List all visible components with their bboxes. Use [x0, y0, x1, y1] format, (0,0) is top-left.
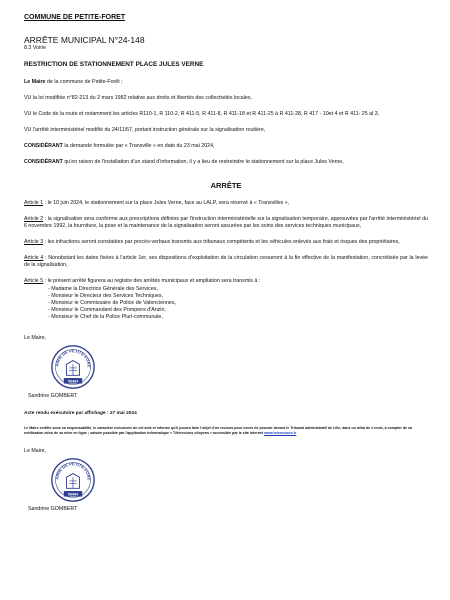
maire-line — [24, 79, 428, 86]
affichage-date: Acte rendu exécutoire par affichage : 27 mai 2024 — [24, 411, 137, 416]
commune-name: COMMUNE DE PETITE-FORET — [24, 14, 126, 21]
vu-paragraph-1: VU la loi modifiée n°82-213 du 2 mars 1982 relative aux droits et libertés des collectivités locales, — [24, 95, 252, 101]
signature-label: Le Maire, — [24, 335, 47, 341]
article-label: Article 3 — [24, 239, 44, 245]
recipient-list — [48, 286, 428, 321]
arrete-heading: ARRÊTE — [210, 181, 242, 190]
restriction-title: RESTRICTION DE STATIONNEMENT PLACE JULES VERNE — [24, 61, 204, 68]
article-text: : Nonobstant les dates fixées à l'article 1er, ses dispositions d'exploitation de la circulation cesseront à la fin effective de la manifestation, concrétisée par la levée de la signalisation, — [24, 255, 428, 268]
article-4 — [24, 255, 428, 269]
svg-text:59494: 59494 — [67, 492, 79, 497]
considerant-bold: CONSIDÉRANT — [24, 143, 63, 149]
footnote-text: Le Maire certifie sous sa responsabilité, le caractère exécutoire de cet acte et informe qu'il pourra faire l'objet d'un recours pour excès de pouvoir devant le Tribunal administratif de Lille, dans un délai de 2 mois, à compter de sa notification et/ou de sa mise en ligne ; saisine possible par l'application informatique « Télérecours citoyens » accessible par le site internet — [24, 426, 413, 435]
list-item: - Monsieur le Commandant des Pompiers d'Anzin, — [48, 307, 166, 313]
maire-bold: Le Maire — [24, 79, 46, 85]
category-label: 8.3 Voirie — [24, 45, 47, 51]
article-3 — [24, 239, 428, 246]
document-page — [24, 14, 428, 512]
article-5 — [24, 278, 428, 285]
list-item: - Madame la Directrice Générale des Services, — [48, 286, 158, 292]
arrete-title: ARRÊTE MUNICIPAL N°24-148 — [24, 35, 145, 45]
mairie-seal-icon — [50, 457, 96, 503]
vu-paragraph-2: VU le Code de la route et notamment les articles R110-1, R 110-2, R 411-5, R 411-8, R 411-18 et R 411-25 à R 411-28, R 417 - 10et 4 et R 411- 25 al 3, — [24, 111, 380, 117]
considerant-paragraph-2 — [24, 159, 428, 166]
list-item: - Monsieur le Chef de la Police Pluri-communale, — [48, 314, 163, 320]
article-text: : le 10 juin 2024, le stationnement sur la place Jules Verne, face au LALP, sera réservé à « Transvilles », — [44, 200, 290, 206]
mairie-seal-icon — [50, 344, 96, 390]
signature-name: Sandrine GOMBERT — [28, 505, 78, 512]
article-label: Article 4 — [24, 255, 44, 261]
maire-rest: de la commune de Petite-Forêt ; — [46, 79, 123, 85]
svg-text:59494: 59494 — [67, 379, 79, 384]
signature-block-1 — [24, 335, 428, 399]
legal-footnote — [24, 426, 428, 436]
list-item: - Monsieur le Directeur des Services Techniques, — [48, 293, 164, 299]
article-text: : le présent arrêté figurera au registre des arrêtés municipaux et ampliation sera transmis à : — [44, 278, 261, 284]
list-item: - Monsieur le Commissaire de Police de Valenciennes, — [48, 300, 176, 306]
vu-paragraph-3: VU l'arrêté interministériel modifié du 24/11/67, portant instruction générale sur la signalisation routière, — [24, 127, 266, 133]
article-text: : les infractions seront constatées par procès-verbaux transmis aux tribunaux compétents et les véhicules enlevés aux frais et risques des propriétaires, — [44, 239, 400, 245]
considerant-text: la demande formulée par « Transville » en date du 23 mai 2024, — [64, 143, 215, 149]
article-1 — [24, 200, 428, 207]
article-label: Article 2 — [24, 216, 44, 222]
article-label: Article 1 — [24, 200, 44, 206]
telerecours-link[interactable]: www.telerecours.fr — [264, 430, 297, 435]
article-label: Article 5 — [24, 278, 44, 284]
article-2 — [24, 216, 428, 230]
considerant-paragraph-1 — [24, 143, 428, 150]
article-text: : la signalisation sera conforme aux prescriptions définies par l'instruction interministérielle sur la signalisation temporaire, approuvées par l'arrêté interministériel du 6 novembre 1992, la fourniture, la pose et la maintenance de la signalisation seront assurées par les soins des services techniques municipaux, — [24, 216, 428, 229]
signature-block-2 — [24, 448, 428, 512]
svg-text:MAIRIE DE PETITE-FORET: AIRIE DE PETITE-FORE — [54, 348, 92, 368]
signature-name: Sandrine GOMBERT — [28, 393, 78, 399]
signature-label: Le Maire, — [24, 447, 47, 454]
considerant-bold: CONSIDÉRANT — [24, 159, 63, 165]
considerant-text: qu'en raison de l'installation d'un stand d'information, il y a lieu de restreindre le stationnement sur la place Jules Verne, — [64, 159, 344, 165]
svg-text:MAIRIE DE PETITE-FORET: AIRIE DE PETITE-FORE — [54, 460, 92, 481]
